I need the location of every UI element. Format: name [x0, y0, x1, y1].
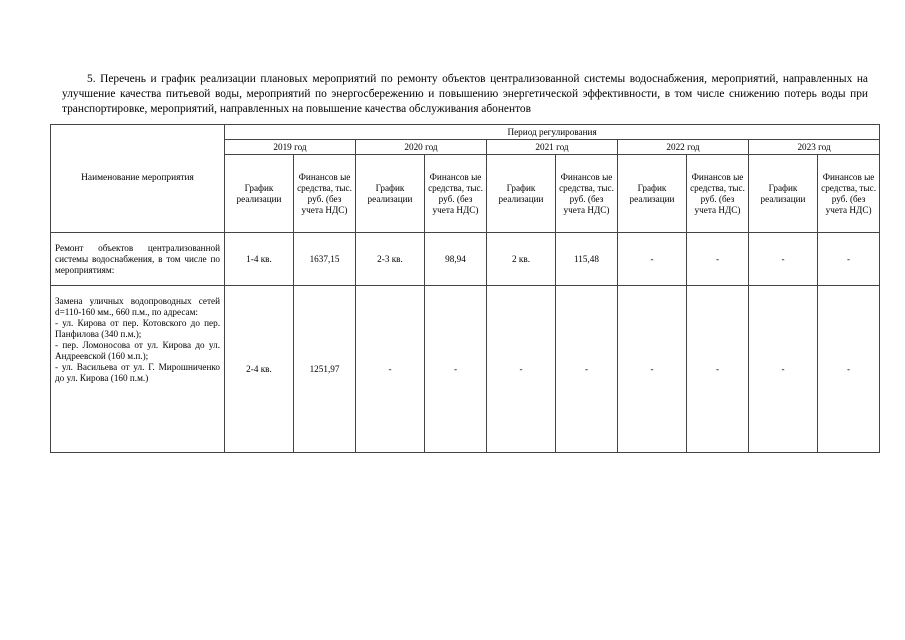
finance-cell: 115,48 — [556, 233, 618, 286]
finance-header: Финансов ые средства, тыс. руб. (без учета НДС) — [556, 155, 618, 233]
table-row — [51, 233, 880, 286]
period-header: Период регулирования — [225, 125, 880, 140]
finance-header: Финансов ые средства, тыс. руб. (без учета НДС) — [425, 155, 487, 233]
finance-cell: - — [818, 286, 880, 453]
schedule-cell: - — [749, 286, 818, 453]
schedule-cell: - — [618, 233, 687, 286]
finance-cell: - — [556, 286, 618, 453]
schedule-cell: 2-3 кв. — [356, 233, 425, 286]
row-name: Замена уличных водопроводных сетей d=110-160 мм., 660 п.м., по адресам: - ул. Кирова от пер. Котовского до пер. Панфилова (340 п.м.); - пер. Ломоносова от ул. Кирова до ул. Андреевской (160 м.п.); - ул. Васильева от ул. Г. Мирошниченко до ул. Кирова (160 п.м.) — [51, 286, 225, 453]
section-heading: 5. Перечень и график реализации плановых мероприятий по ремонту объектов централизованной системы водоснабжения, мероприятий, направленных на улучшение качества питьевой воды, мероприятий по энергосбережению и повышению энергетической эффективности, в том числе снижению потерь воды при транспортировке, мероприятий, направленных на повышение качества обслуживания абонентов — [62, 73, 868, 116]
finance-header: Финансов ые средства, тыс. руб. (без учета НДС) — [818, 155, 880, 233]
year-header: 2020 год — [356, 140, 487, 155]
period-header-row — [51, 125, 880, 140]
schedule-cell: - — [618, 286, 687, 453]
finance-header: Финансов ые средства, тыс. руб. (без учета НДС) — [294, 155, 356, 233]
finance-header: Финансов ые средства, тыс. руб. (без учета НДС) — [687, 155, 749, 233]
year-header: 2022 год — [618, 140, 749, 155]
year-header: 2023 год — [749, 140, 880, 155]
schedule-cell: 2-4 кв. — [225, 286, 294, 453]
schedule-header: График реализации — [618, 155, 687, 233]
finance-cell: - — [818, 233, 880, 286]
schedule-cell: - — [356, 286, 425, 453]
year-header: 2021 год — [487, 140, 618, 155]
schedule-cell: - — [749, 233, 818, 286]
finance-cell: 1637,15 — [294, 233, 356, 286]
finance-cell: - — [425, 286, 487, 453]
schedule-header: График реализации — [487, 155, 556, 233]
row-name: Ремонт объектов централизованной системы водоснабжения, в том числе по мероприятиям: — [51, 233, 225, 286]
schedule-header: График реализации — [225, 155, 294, 233]
schedule-cell: 1-4 кв. — [225, 233, 294, 286]
table-row — [51, 286, 880, 453]
schedule-header: График реализации — [749, 155, 818, 233]
schedule-header: График реализации — [356, 155, 425, 233]
finance-cell: - — [687, 233, 749, 286]
year-header: 2019 год — [225, 140, 356, 155]
name-header: Наименование мероприятия — [51, 125, 225, 233]
finance-cell: 1251,97 — [294, 286, 356, 453]
schedule-cell: - — [487, 286, 556, 453]
plan-table — [50, 124, 880, 453]
finance-cell: 98,94 — [425, 233, 487, 286]
schedule-cell: 2 кв. — [487, 233, 556, 286]
finance-cell: - — [687, 286, 749, 453]
